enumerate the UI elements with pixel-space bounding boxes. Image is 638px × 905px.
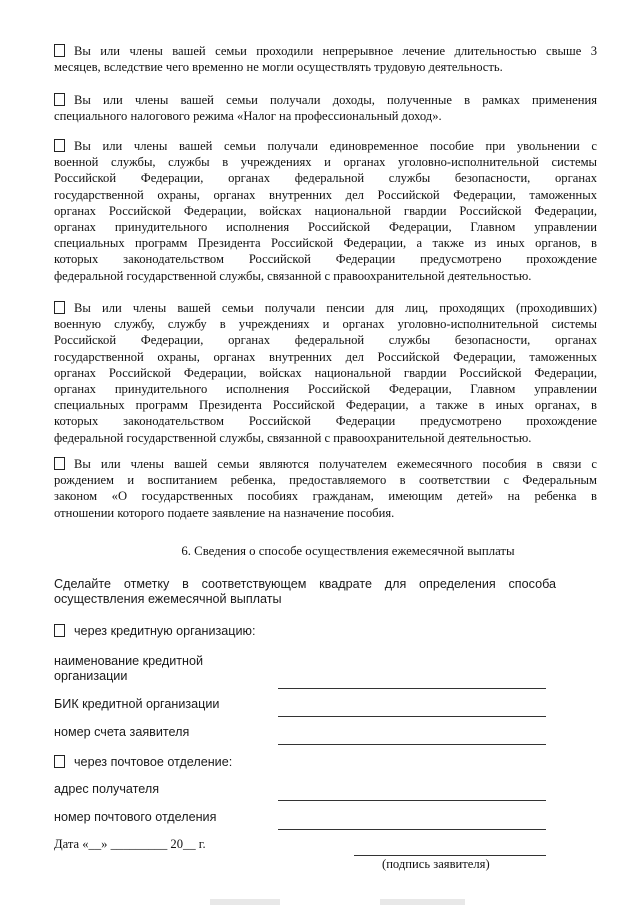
option-line-text: Вы или члены вашей семьи получали доходы, полученные в рамках применения <box>74 93 597 107</box>
option-line <box>54 300 597 316</box>
option-line: рождением и воспитанием ребенка, предоставляемого в соответствии с Федеральным <box>54 473 597 488</box>
option-checkbox[interactable] <box>54 301 65 314</box>
post-office-checkbox[interactable] <box>54 755 65 768</box>
credit-org-option-label: через кредитную организацию: <box>74 624 256 638</box>
post-office-number-label: номер почтового отделения <box>54 810 217 824</box>
date-day-blank[interactable]: __ <box>88 837 102 851</box>
option-line-text: Вы или члены вашей семьи являются получателем ежемесячного пособия в связи с <box>74 457 597 471</box>
option-lump-sum-dismissal-benefit <box>54 138 597 284</box>
option-line <box>54 456 597 472</box>
section-6-instruction <box>54 577 574 607</box>
option-line: специальных программ Президента Российской Федерации, а также в иных органах, в <box>54 398 597 413</box>
option-line: специальных программ Президента Российской Федерации, а также из иных органов, в <box>54 236 597 251</box>
option-military-service-pension <box>54 300 597 446</box>
credit-org-checkbox[interactable] <box>54 624 65 637</box>
option-line: отношении которого подаете заявление на назначение пособия. <box>54 505 395 520</box>
post-office-option-label: через почтовое отделение: <box>74 755 233 769</box>
post-office-option[interactable] <box>54 755 232 770</box>
credit-org-name-label-line-1: наименование кредитной <box>54 654 204 668</box>
option-line: законом «О государственных пособиях гражданам, имеющим детей» на ребенка в <box>54 489 597 504</box>
option-line: Российской Федерации, органах федеральной службы безопасности, органах <box>54 333 597 348</box>
option-line: которых законодательством Российской Федерации предусмотрено прохождение <box>54 414 597 429</box>
post-office-number-field[interactable] <box>278 829 546 830</box>
credit-org-option[interactable] <box>54 624 255 639</box>
option-checkbox[interactable] <box>54 139 65 152</box>
option-line: органах принудительного исполнения Российской Федерации, Главном управлении <box>54 382 597 397</box>
option-line: федеральной государственной службы, связанной с правоохранительной деятельностью. <box>54 430 532 445</box>
option-line-text: Вы или члены вашей семьи получали единовременное пособие при увольнении с <box>74 139 597 153</box>
recipient-address-field[interactable] <box>278 800 546 801</box>
option-line: которых законодательством Российской Федерации предусмотрено прохождение <box>54 252 597 267</box>
option-professional-income-tax <box>54 92 597 124</box>
date-month-blank[interactable]: _________ <box>110 837 168 851</box>
option-line: Российской Федерации, органах федеральной службы безопасности, органах <box>54 171 597 186</box>
credit-org-name-label <box>54 654 203 684</box>
option-monthly-child-benefit <box>54 456 597 521</box>
option-line: военной службы, службы в учреждениях и органах уголовно-исполнительной системы <box>54 155 597 170</box>
option-line: органах принудительного исполнения Российской Федерации, Главном управлении <box>54 220 597 235</box>
credit-org-name-field[interactable] <box>278 688 546 689</box>
option-line: месяцев, вследствие чего временно не могли осуществлять трудовую деятельность. <box>54 60 503 75</box>
date-mid: » <box>101 837 111 851</box>
cropped-text-fragment-right <box>380 899 465 905</box>
instruction-line-2: осуществления ежемесячной выплаты <box>54 592 282 606</box>
option-checkbox[interactable] <box>54 457 65 470</box>
date-field[interactable] <box>54 837 206 852</box>
option-line: органах Российской Федерации, войсках национальной гвардии Российской Федерации, <box>54 203 597 218</box>
signature-caption: (подпись заявителя) <box>382 857 490 871</box>
option-line <box>54 92 597 108</box>
option-line-text: Вы или члены вашей семьи проходили непрерывное лечение длительностью свыше 3 <box>74 44 597 58</box>
recipient-address-label: адрес получателя <box>54 782 160 796</box>
option-line: федеральной государственной службы, связанной с правоохранительной деятельностью. <box>54 268 532 283</box>
option-line: государственной охраны, органах внутренних дел Российской Федерации, таможенных <box>54 187 597 202</box>
option-checkbox[interactable] <box>54 44 65 57</box>
option-line <box>54 138 597 154</box>
date-suffix: г. <box>195 837 206 851</box>
signature-field[interactable] <box>354 855 546 856</box>
option-line: военную службу, службу в учреждениях и органах уголовно-исполнительной системы <box>54 317 597 332</box>
option-line: органах Российской Федерации, войсках национальной гвардии Российской Федерации, <box>54 365 597 380</box>
option-line: специального налогового режима «Налог на профессиональный доход». <box>54 109 442 124</box>
date-year-prefix: 20 <box>167 837 184 851</box>
option-line-text: Вы или члены вашей семьи получали пенсии для лиц, проходящих (проходивших) <box>74 301 597 315</box>
section-6-heading: 6. Сведения о способе осуществления ежемесячной выплаты <box>181 544 515 558</box>
account-number-label: номер счета заявителя <box>54 725 190 739</box>
option-line: государственной охраны, органах внутренних дел Российской Федерации, таможенных <box>54 349 597 364</box>
option-checkbox[interactable] <box>54 93 65 106</box>
bik-field[interactable] <box>278 716 546 717</box>
credit-org-name-label-line-2: организации <box>54 669 128 683</box>
account-number-field[interactable] <box>278 744 546 745</box>
bik-label: БИК кредитной организации <box>54 697 220 711</box>
option-continuous-treatment <box>54 43 597 75</box>
date-prefix: Дата « <box>54 837 89 851</box>
instruction-line-1: Сделайте отметку в соответствующем квадрате для определения способа <box>54 577 556 591</box>
cropped-text-fragment-left <box>210 899 280 905</box>
option-line <box>54 43 597 59</box>
date-year-blank[interactable]: __ <box>183 837 196 851</box>
